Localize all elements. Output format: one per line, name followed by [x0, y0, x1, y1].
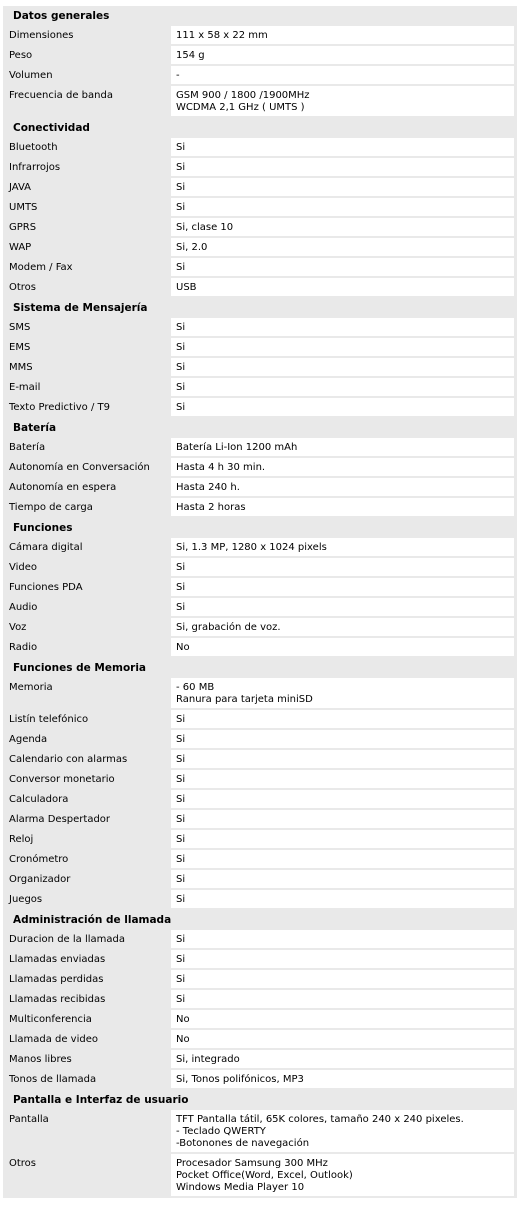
spec-value-line: WCDMA 2,1 GHz ( UMTS ) [176, 102, 305, 113]
spec-value-line: Si [176, 854, 186, 865]
spec-value-line: GSM 900 / 1800 /1900MHz [176, 90, 310, 101]
spec-value [171, 990, 514, 1008]
section-header: Funciones [13, 522, 73, 534]
spec-value [171, 458, 514, 476]
spec-value-line: Si [176, 994, 186, 1005]
spec-value [171, 618, 514, 636]
spec-label: Video [9, 562, 38, 573]
spec-value-line: Si [176, 142, 186, 153]
spec-value [171, 66, 514, 84]
spec-value [171, 538, 514, 556]
spec-row [3, 950, 517, 968]
spec-value-line: Si [176, 714, 186, 725]
spec-value-line: Si [176, 774, 186, 785]
spec-row [3, 750, 517, 768]
spec-value [171, 1070, 514, 1088]
spec-value [171, 830, 514, 848]
spec-label: Llamadas enviadas [9, 954, 106, 965]
spec-value [171, 398, 514, 416]
spec-label: Frecuencia de banda [9, 90, 113, 101]
spec-value [171, 950, 514, 968]
spec-value-line: Batería Li-Ion 1200 mAh [176, 442, 298, 453]
spec-value-line: Si [176, 734, 186, 745]
spec-label: GPRS [9, 222, 37, 233]
spec-row [3, 278, 517, 296]
spec-value-line: Si [176, 362, 186, 373]
spec-value-line: Si [176, 202, 186, 213]
spec-value-line: USB [176, 282, 197, 293]
spec-value-line: TFT Pantalla tátil, 65K colores, tamaño 240 x 240 pixeles. [176, 1114, 464, 1125]
spec-label: Peso [9, 50, 33, 61]
spec-row [3, 618, 517, 636]
spec-value-line: Si [176, 834, 186, 845]
spec-label: Pantalla [9, 1114, 49, 1125]
spec-value [171, 750, 514, 768]
spec-row [3, 1110, 517, 1152]
spec-row [3, 730, 517, 748]
spec-value [171, 238, 514, 256]
spec-value [171, 498, 514, 516]
section-header: Administración de llamada [13, 914, 172, 926]
spec-value-line: Ranura para tarjeta miniSD [176, 694, 313, 705]
spec-value-line: Hasta 240 h. [176, 482, 240, 493]
spec-value-line: Si [176, 162, 186, 173]
spec-value [171, 810, 514, 828]
spec-value-line: Si [176, 262, 186, 273]
spec-value-line: - 60 MB [176, 682, 215, 693]
spec-row [3, 850, 517, 868]
spec-row [3, 86, 517, 116]
spec-value-line: - Teclado QWERTY [176, 1126, 266, 1137]
spec-label: Cámara digital [9, 542, 83, 553]
spec-value [171, 870, 514, 888]
spec-label: E-mail [9, 382, 41, 393]
spec-row [3, 398, 517, 416]
spec-value-line: Si, clase 10 [176, 222, 234, 233]
spec-row [3, 318, 517, 336]
section-header: Sistema de Mensajería [13, 302, 148, 314]
spec-value-line: Si, Tonos polifónicos, MP3 [176, 1074, 304, 1085]
spec-label: Audio [9, 602, 38, 613]
spec-value-line: Si [176, 582, 186, 593]
spec-value [171, 158, 514, 176]
spec-label: Voz [9, 622, 27, 633]
spec-label: Conversor monetario [9, 774, 115, 785]
spec-value [171, 138, 514, 156]
spec-value [171, 1010, 514, 1028]
spec-row [3, 790, 517, 808]
spec-value [171, 598, 514, 616]
spec-row [3, 578, 517, 596]
spec-value-line: Si [176, 974, 186, 985]
spec-value-line: Si [176, 954, 186, 965]
section-header: Pantalla e Interfaz de usuario [13, 1094, 189, 1106]
spec-value [171, 86, 514, 116]
spec-value-line: Si [176, 382, 186, 393]
spec-value [171, 930, 514, 948]
spec-row [3, 970, 517, 988]
spec-label: EMS [9, 342, 31, 353]
spec-value-line: Si, 1.3 MP, 1280 x 1024 pixels [176, 542, 327, 553]
spec-value-line: Si, integrado [176, 1054, 240, 1065]
spec-row [3, 158, 517, 176]
spec-value-line: - [176, 70, 180, 81]
spec-value-line: Si [176, 794, 186, 805]
spec-value [171, 890, 514, 908]
spec-label: Manos libres [9, 1054, 72, 1065]
spec-row [3, 238, 517, 256]
spec-value [171, 770, 514, 788]
spec-value-line: Procesador Samsung 300 MHz [176, 1158, 328, 1169]
spec-value [171, 378, 514, 396]
spec-value-line: Si [176, 894, 186, 905]
spec-row [3, 26, 517, 44]
spec-value-line: No [176, 642, 190, 653]
spec-value-line: 154 g [176, 50, 205, 61]
spec-row [3, 558, 517, 576]
spec-label: Juegos [9, 894, 43, 905]
spec-row [3, 538, 517, 556]
spec-row [3, 1070, 517, 1088]
spec-row [3, 46, 517, 64]
spec-label: Calculadora [9, 794, 69, 805]
spec-label: Llamada de video [9, 1034, 98, 1045]
spec-label: Modem / Fax [9, 262, 73, 273]
spec-row [3, 458, 517, 476]
spec-label: Autonomía en espera [9, 482, 117, 493]
spec-row [3, 438, 517, 456]
spec-row [3, 1050, 517, 1068]
spec-row [3, 378, 517, 396]
spec-value-line: Si [176, 602, 186, 613]
spec-row [3, 498, 517, 516]
spec-label: UMTS [9, 202, 38, 213]
spec-label: Tonos de llamada [9, 1074, 97, 1085]
spec-row [3, 930, 517, 948]
spec-row [3, 138, 517, 156]
spec-value [171, 1050, 514, 1068]
spec-label: Texto Predictivo / T9 [9, 402, 110, 413]
spec-value-line: Si, grabación de voz. [176, 622, 281, 633]
spec-value [171, 358, 514, 376]
spec-label: Batería [9, 442, 46, 453]
spec-label: Funciones PDA [9, 582, 83, 593]
spec-row [3, 1030, 517, 1048]
spec-row [3, 638, 517, 656]
spec-label: Otros [9, 1158, 37, 1169]
spec-label: Autonomía en Conversación [9, 462, 150, 473]
spec-value [171, 438, 514, 456]
section-header: Batería [13, 422, 57, 434]
spec-value-line: Si [176, 182, 186, 193]
spec-row [3, 358, 517, 376]
spec-row [3, 1154, 517, 1196]
spec-value [171, 850, 514, 868]
spec-value-line: Si [176, 342, 186, 353]
spec-label: WAP [9, 242, 32, 253]
spec-value [171, 638, 514, 656]
spec-row [3, 218, 517, 236]
spec-value-line: Si [176, 874, 186, 885]
spec-row [3, 198, 517, 216]
spec-value-line: Si [176, 322, 186, 333]
spec-value [171, 710, 514, 728]
spec-value-line: Si [176, 754, 186, 765]
spec-value [171, 318, 514, 336]
spec-row [3, 1010, 517, 1028]
spec-value [171, 970, 514, 988]
spec-value [171, 218, 514, 236]
spec-row [3, 338, 517, 356]
spec-value [171, 1110, 514, 1152]
spec-label: Llamadas perdidas [9, 974, 104, 985]
spec-value-line: -Botonones de navegación [176, 1138, 310, 1149]
spec-label: Infrarrojos [9, 162, 61, 173]
spec-value-line: Si, 2.0 [176, 242, 208, 253]
spec-value-line: 111 x 58 x 22 mm [176, 30, 268, 41]
spec-value-line: Si [176, 934, 186, 945]
spec-label: SMS [9, 322, 31, 333]
spec-value [171, 790, 514, 808]
spec-value [171, 278, 514, 296]
spec-row [3, 870, 517, 888]
spec-value-line: No [176, 1014, 190, 1025]
spec-label: Duracion de la llamada [9, 934, 125, 945]
spec-label: Organizador [9, 874, 71, 885]
spec-label: Llamadas recibidas [9, 994, 106, 1005]
spec-row [3, 66, 517, 84]
spec-label: Listín telefónico [9, 714, 89, 725]
spec-label: Multiconferencia [9, 1014, 92, 1025]
spec-label: Alarma Despertador [9, 814, 111, 825]
spec-value [171, 198, 514, 216]
spec-value [171, 338, 514, 356]
spec-value [171, 26, 514, 44]
spec-value-line: Si [176, 814, 186, 825]
spec-value-line: Si [176, 402, 186, 413]
spec-row [3, 598, 517, 616]
spec-value [171, 578, 514, 596]
spec-value-line: No [176, 1034, 190, 1045]
spec-row [3, 678, 517, 708]
spec-label: Cronómetro [9, 854, 69, 865]
spec-row [3, 810, 517, 828]
spec-row [3, 890, 517, 908]
spec-label: Memoria [9, 682, 53, 693]
spec-label: Radio [9, 642, 38, 653]
spec-row [3, 770, 517, 788]
spec-label: JAVA [9, 182, 32, 193]
spec-label: Agenda [9, 734, 48, 745]
section-header: Funciones de Memoria [13, 662, 147, 674]
spec-row [3, 178, 517, 196]
spec-value [171, 178, 514, 196]
spec-value [171, 258, 514, 276]
spec-value [171, 678, 514, 708]
spec-row [3, 258, 517, 276]
spec-row [3, 710, 517, 728]
spec-label: Otros [9, 282, 37, 293]
spec-value [171, 1030, 514, 1048]
spec-value [171, 46, 514, 64]
spec-row [3, 830, 517, 848]
spec-value [171, 730, 514, 748]
spec-value [171, 478, 514, 496]
spec-value-line: Hasta 4 h 30 min. [176, 462, 266, 473]
spec-row [3, 990, 517, 1008]
spec-label: Dimensiones [9, 30, 74, 41]
spec-label: MMS [9, 362, 33, 373]
spec-row [3, 478, 517, 496]
spec-label: Calendario con alarmas [9, 754, 128, 765]
spec-table [3, 6, 517, 1198]
spec-value [171, 1154, 514, 1196]
spec-value-line: Pocket Office(Word, Excel, Outlook) [176, 1170, 353, 1181]
spec-value-line: Si [176, 562, 186, 573]
spec-value-line: Windows Media Player 10 [176, 1182, 305, 1193]
spec-value-line: Hasta 2 horas [176, 502, 246, 513]
spec-label: Volumen [9, 70, 53, 81]
section-header: Datos generales [13, 10, 110, 22]
spec-label: Bluetooth [9, 142, 58, 153]
spec-label: Reloj [9, 834, 34, 845]
section-header: Conectividad [13, 122, 90, 134]
spec-value [171, 558, 514, 576]
spec-label: Tiempo de carga [9, 502, 93, 513]
